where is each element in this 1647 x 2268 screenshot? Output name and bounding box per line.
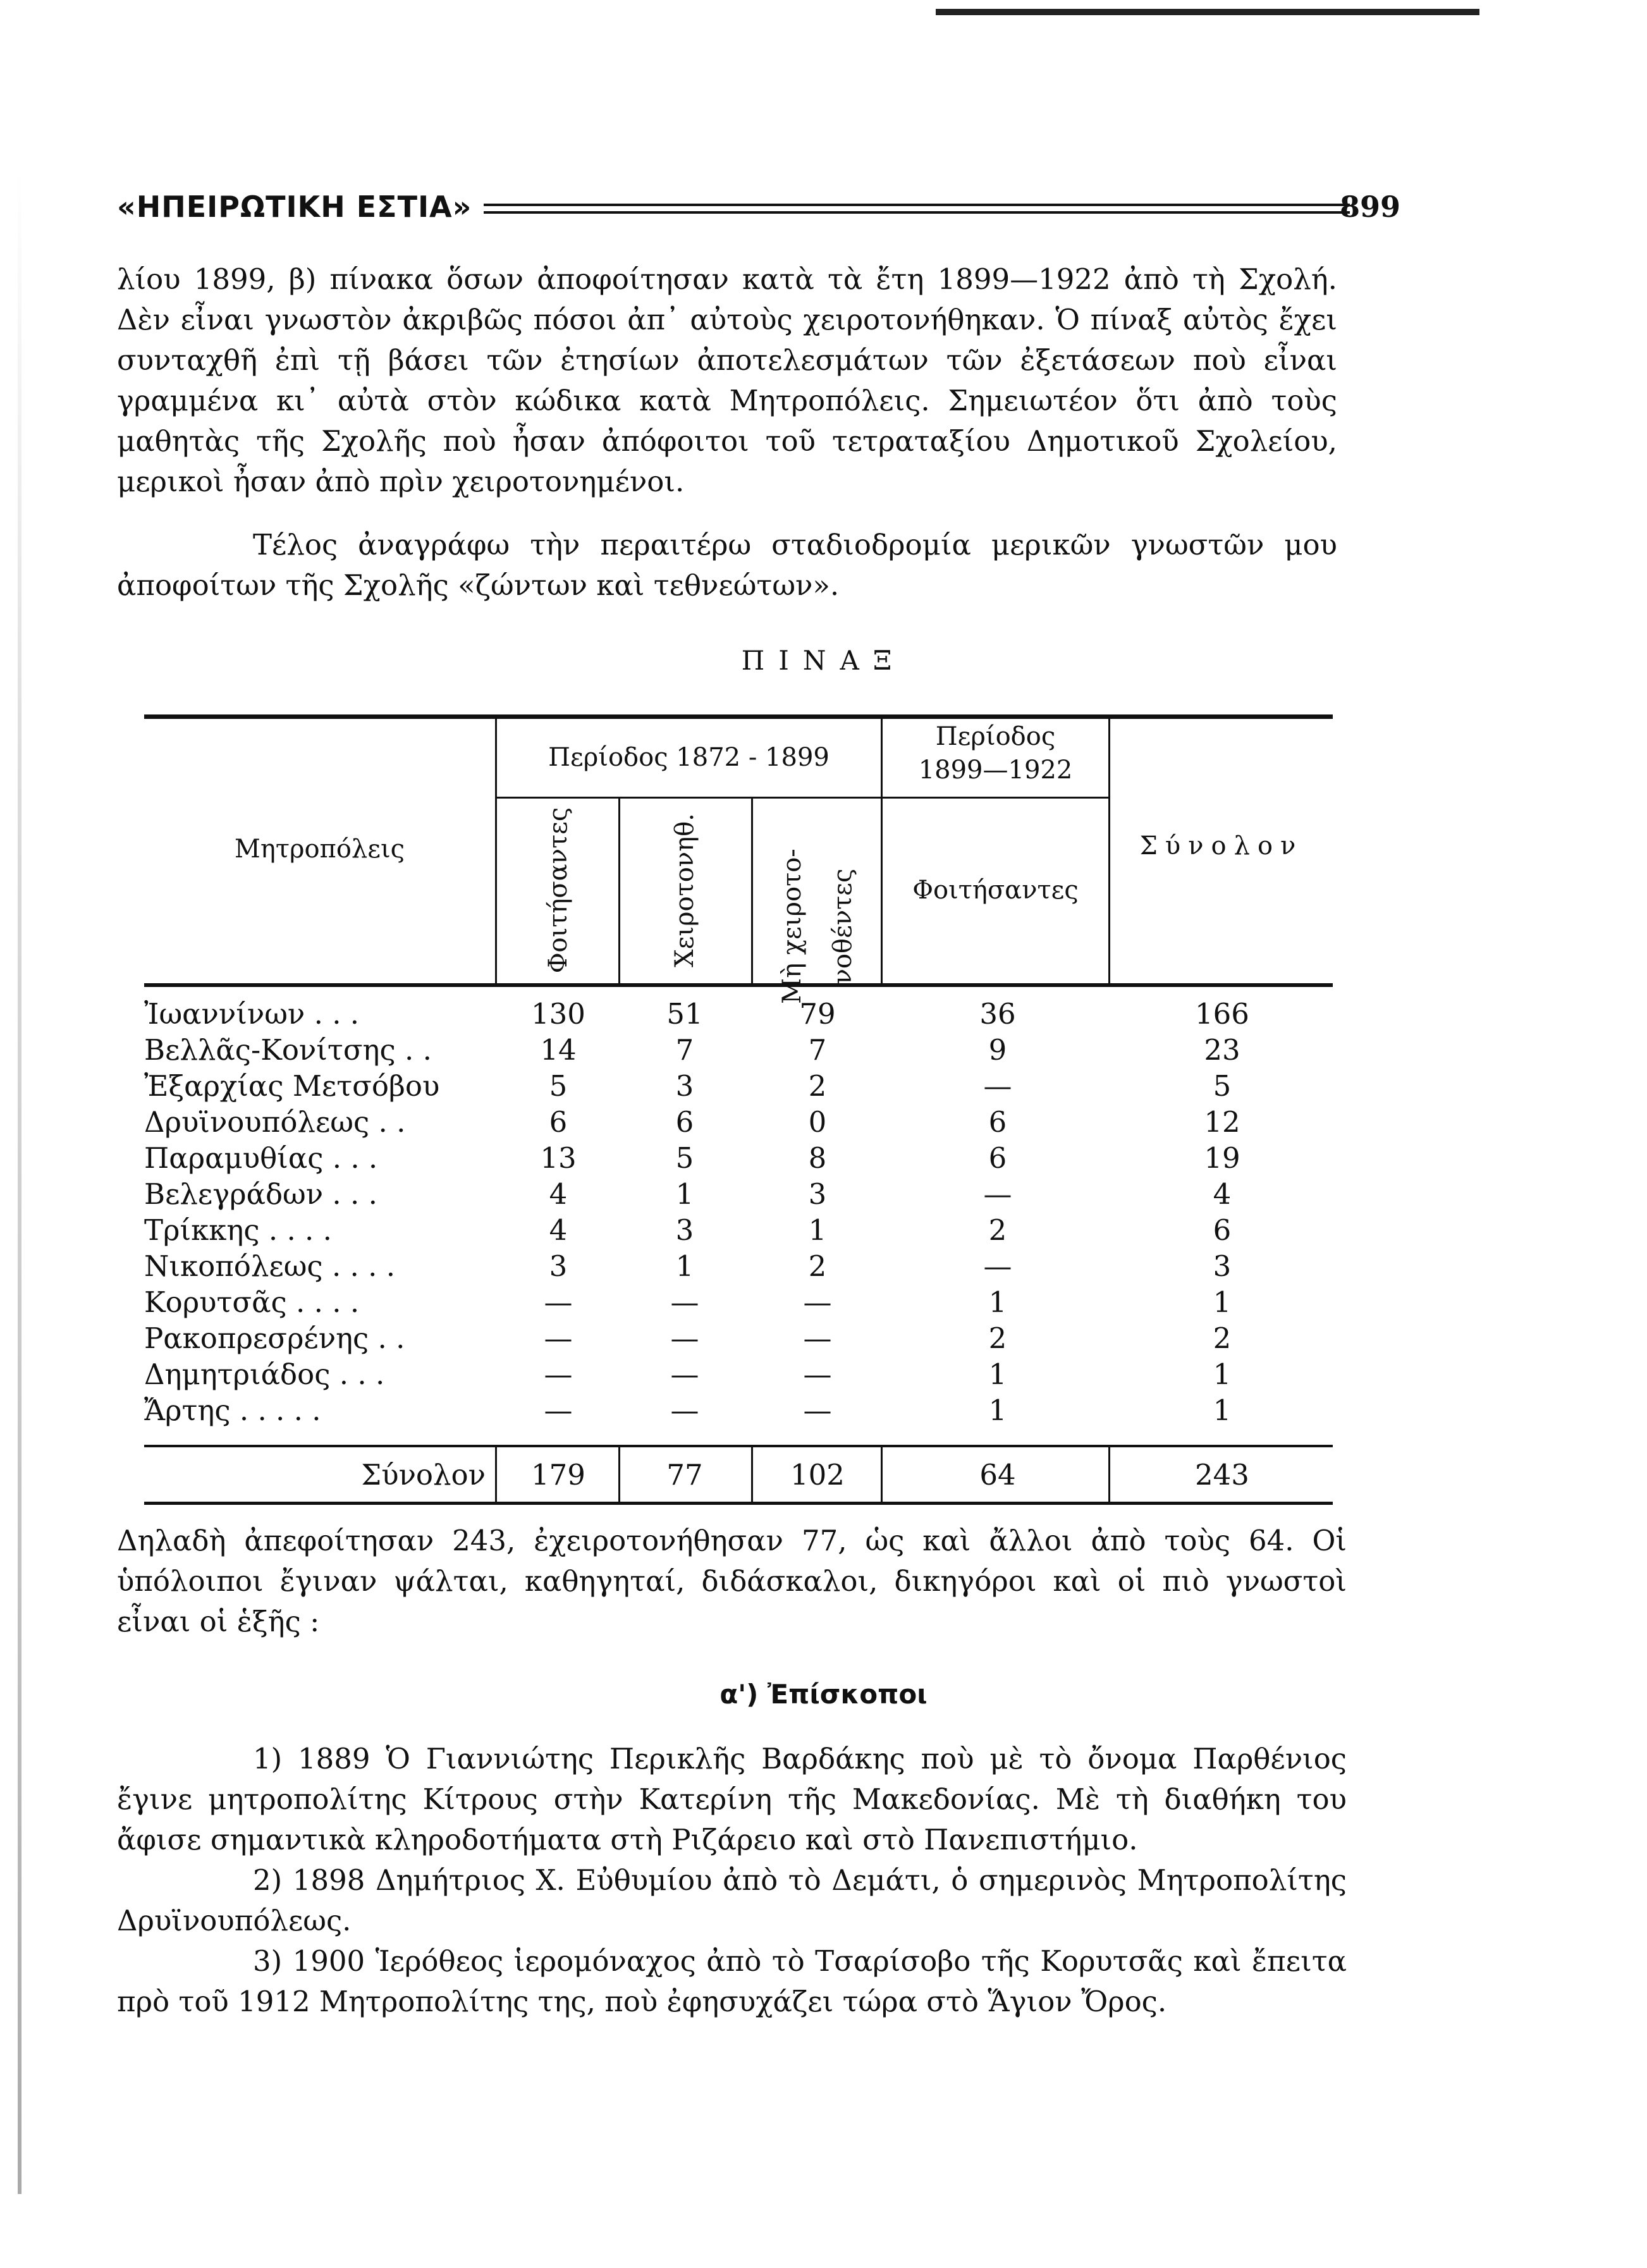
col-divider: [751, 799, 753, 983]
row-mi-cheirotonith: —: [803, 1321, 832, 1355]
row-foitisantes-2: 2: [988, 1213, 1007, 1247]
total-foitisantes-2: 64: [979, 1458, 1016, 1492]
header-period-2-line2: 1899—1922: [918, 756, 1073, 785]
row-metropolis-name: Δρυϊνουπόλεως . .: [144, 1105, 406, 1139]
entry: 2) 1898 Δημήτριος Χ. Εὐθυμίου ἀπὸ τὸ Δεμάτι, ὁ σημερινὸς Μητροπολίτης Δρυϊνουπόλεως.: [117, 1863, 1347, 1937]
table-total-row: [144, 1451, 1333, 1499]
subheader-rule: [495, 797, 1108, 799]
header-period-2-line1: Περίοδος: [935, 722, 1056, 751]
row-mi-cheirotonith: 79: [799, 997, 836, 1031]
table-title: ΠΙΝΑΞ: [741, 645, 906, 676]
table-row: [144, 1248, 1333, 1284]
header-foitisantes-2: Φοιτήσαντες: [912, 876, 1079, 905]
row-cheirotonith: 6: [675, 1105, 694, 1139]
after-table-paragraph: Δηλαδὴ ἀπεφοίτησαν 243, ἐχειροτονήθησαν 77, ὡς καὶ ἄλλοι ἀπὸ τοὺς 64. Οἱ ὑπόλοιποι ἔγιναν ψάλται, καθηγηταί, διδάσκαλοι, δικηγόροι καὶ οἱ πιὸ γνωστοὶ εἶναι οἱ ἑξῆς :: [117, 1524, 1347, 1638]
row-mi-cheirotonith: 1: [808, 1213, 827, 1247]
row-mi-cheirotonith: —: [803, 1394, 832, 1427]
row-metropolis-name: Ἐξαρχίας Μετσόβου: [144, 1069, 440, 1103]
row-metropolis-name: Νικοπόλεως . . . .: [144, 1249, 396, 1283]
table-row: [144, 1032, 1333, 1068]
table-row: [144, 1140, 1333, 1176]
header-cheirotonith: Χειροτονηθ.: [670, 813, 699, 967]
header-double-rule: [484, 204, 1350, 214]
row-foitisantes: 13: [540, 1141, 577, 1175]
row-foitisantes-2: 6: [988, 1141, 1007, 1175]
row-metropolis-name: Ἰωαννίνων . . .: [144, 997, 360, 1031]
page-number: 899: [1339, 190, 1400, 224]
table-row: [144, 1284, 1333, 1320]
row-foitisantes: —: [544, 1358, 573, 1391]
row-mi-cheirotonith: 2: [808, 1069, 827, 1103]
row-cheirotonith: —: [670, 1358, 699, 1391]
row-cheirotonith: 1: [675, 1249, 694, 1283]
row-mi-cheirotonith: 3: [808, 1177, 827, 1211]
table-row: [144, 1392, 1333, 1428]
row-cheirotonith: —: [670, 1394, 699, 1427]
row-foitisantes-2: —: [983, 1069, 1012, 1103]
table-bottom-rule: [144, 1502, 1333, 1505]
entry: 1) 1889 Ὁ Γιαννιώτης Περικλῆς Βαρδάκης ποὺ μὲ τὸ ὄνομα Παρθένιος ἔγινε μητροπολίτης Κίτρους στὴν Κατερίνη τῆς Μακεδονίας. Μὲ τὴ διαθήκη του ἄφισε σημαντικὰ κληροδοτήματα στὴ Ριζάρειο καὶ στὸ Πανεπιστήμιο.: [117, 1742, 1347, 1856]
row-foitisantes: —: [544, 1321, 573, 1355]
row-foitisantes-2: —: [983, 1249, 1012, 1283]
table-row: [144, 1068, 1333, 1104]
header-foitisantes: Φοιτήσαντες: [544, 807, 573, 974]
total-mi-cheirotonith: 102: [790, 1458, 845, 1492]
table-row: [144, 1320, 1333, 1356]
row-foitisantes: —: [544, 1394, 573, 1427]
row-synolon: 6: [1213, 1213, 1232, 1247]
row-metropolis-name: Δημητριάδος . . .: [144, 1358, 385, 1391]
row-metropolis-name: Παραμυθίας . . .: [144, 1141, 378, 1175]
intro-paragraph-2: Τέλος ἀναγράφω τὴν περαιτέρω σταδιοδρομία μερικῶν γνωστῶν μου ἀποφοίτων τῆς Σχολῆς «ζώντων καὶ τεθνεώτων».: [117, 528, 1337, 602]
row-foitisantes-2: 1: [988, 1285, 1007, 1319]
row-cheirotonith: 7: [675, 1033, 694, 1067]
row-synolon: 12: [1204, 1105, 1240, 1139]
row-foitisantes: 130: [531, 997, 585, 1031]
row-foitisantes: 3: [549, 1249, 568, 1283]
row-metropolis-name: Βελεγράδων . . .: [144, 1177, 377, 1211]
entries: [117, 1739, 1347, 2022]
row-synolon: 3: [1213, 1249, 1232, 1283]
row-foitisantes-2: 1: [988, 1394, 1007, 1427]
table-total-rule: [144, 1445, 1333, 1447]
header-total: Σύνολον: [1139, 831, 1304, 861]
row-synolon: 1: [1213, 1394, 1232, 1427]
scan-edge-top: [936, 9, 1479, 15]
row-cheirotonith: —: [670, 1321, 699, 1355]
row-foitisantes: 4: [549, 1213, 568, 1247]
row-foitisantes: 5: [549, 1069, 568, 1103]
table-row: [144, 1176, 1333, 1212]
row-foitisantes: —: [544, 1285, 573, 1319]
row-mi-cheirotonith: 0: [808, 1105, 827, 1139]
row-foitisantes: 4: [549, 1177, 568, 1211]
row-mi-cheirotonith: 2: [808, 1249, 827, 1283]
page-header: [117, 190, 1400, 234]
table-top-rule: [144, 714, 1333, 719]
total-foitisantes: 179: [531, 1458, 585, 1492]
col-divider: [618, 799, 620, 983]
table-row: [144, 996, 1333, 1032]
row-synolon: 23: [1204, 1033, 1240, 1067]
row-metropolis-name: Κορυτσᾶς . . . .: [144, 1285, 360, 1319]
row-cheirotonith: 5: [675, 1141, 694, 1175]
entry: 3) 1900 Ἱερόθεος ἱερομόναχος ἀπὸ τὸ Τσαρίσοβο τῆς Κορυτσᾶς καὶ ἔπειτα πρὸ τοῦ 1912 Μητροπολίτης της, ποὺ ἐφησυχάζει τώρα στὸ Ἅγιον Ὄρος.: [117, 1944, 1347, 2018]
row-metropolis-name: Τρίκκης . . . .: [144, 1213, 332, 1247]
row-foitisantes-2: 9: [988, 1033, 1007, 1067]
row-foitisantes-2: 36: [979, 997, 1016, 1031]
row-synolon: 5: [1213, 1069, 1232, 1103]
header-period-1: Περίοδος 1872 - 1899: [548, 743, 830, 772]
row-cheirotonith: 3: [675, 1069, 694, 1103]
running-head: «ΗΠΕΙΡΩΤΙΚΗ ΕΣΤΙΑ»: [117, 190, 472, 224]
row-mi-cheirotonith: —: [803, 1285, 832, 1319]
section-heading: α') Ἐπίσκοποι: [719, 1679, 928, 1710]
scan-edge-left: [18, 171, 21, 2194]
row-foitisantes-2: —: [983, 1177, 1012, 1211]
total-cheirotonith: 77: [666, 1458, 703, 1492]
row-foitisantes-2: 1: [988, 1358, 1007, 1391]
header-mi-cheirotonithentes: Μὴ χειροτο- νοθέντες: [778, 849, 857, 1004]
row-synolon: 1: [1213, 1358, 1232, 1391]
total-label: Σύνολον: [361, 1458, 486, 1492]
data-table: [144, 714, 1333, 1505]
row-foitisantes: 14: [540, 1033, 577, 1067]
row-synolon: 19: [1204, 1141, 1240, 1175]
row-synolon: 1: [1213, 1285, 1232, 1319]
total-synolon: 243: [1195, 1458, 1249, 1492]
header-metropoleis: Μητροπόλεις: [234, 835, 405, 864]
row-foitisantes-2: 2: [988, 1321, 1007, 1355]
row-metropolis-name: Βελλᾶς-Κονίτσης . .: [144, 1033, 432, 1067]
table-row: [144, 1212, 1333, 1248]
intro-paragraph-1: λίου 1899, β) πίνακα ὅσων ἀποφοίτησαν κατὰ τὰ ἔτη 1899—1922 ἀπὸ τὴ Σχολή. Δὲν εἶναι γνωστὸν ἀκριβῶς πόσοι ἀπ᾽ αὐτοὺς χειροτονήθηκαν. Ὁ πίναξ αὐτὸς ἔχει συνταχθῆ ἐπὶ τῇ βάσει τῶν ἐτησίων ἀποτελεσμάτων τῶν ἐξετάσεων ποὺ εἶναι γραμμένα κι᾽ αὐτὰ στὸν κώδικα κατὰ Μητροπόλεις. Σημειωτέον ὅτι ἀπὸ τοὺς μαθητὰς τῆς Σχολῆς ποὺ ἦσαν ἀπόφοιτοι τοῦ τετραταξίου Δημοτικοῦ Σχολείου, μερικοὶ ἦσαν ἀπὸ πρὶν χειροτονημένοι.: [117, 262, 1337, 498]
row-cheirotonith: 1: [675, 1177, 694, 1211]
table-row: [144, 1356, 1333, 1392]
row-synolon: 4: [1213, 1177, 1232, 1211]
row-mi-cheirotonith: 8: [808, 1141, 827, 1175]
table-header-rule: [144, 983, 1333, 987]
row-mi-cheirotonith: —: [803, 1358, 832, 1391]
row-cheirotonith: 3: [675, 1213, 694, 1247]
row-metropolis-name: Ἄρτης . . . . .: [144, 1394, 321, 1427]
table-row: [144, 1104, 1333, 1140]
row-foitisantes-2: 6: [988, 1105, 1007, 1139]
row-foitisantes: 6: [549, 1105, 568, 1139]
row-mi-cheirotonith: 7: [808, 1033, 827, 1067]
row-synolon: 2: [1213, 1321, 1232, 1355]
row-synolon: 166: [1195, 997, 1249, 1031]
row-cheirotonith: —: [670, 1285, 699, 1319]
row-metropolis-name: Ρακοπρεσρένης . .: [144, 1321, 405, 1355]
row-cheirotonith: 51: [666, 997, 703, 1031]
